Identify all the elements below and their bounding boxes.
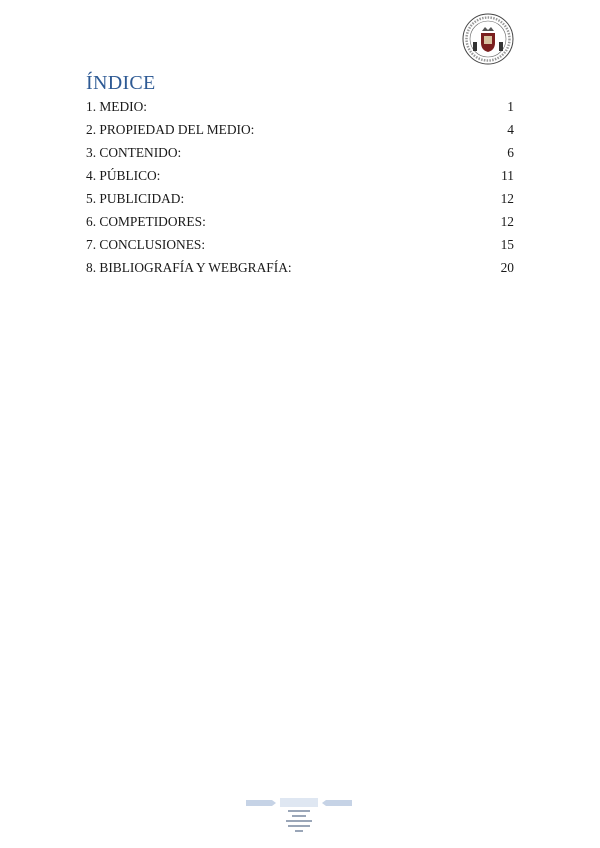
toc-entry-page: 6 bbox=[507, 145, 514, 160]
toc-entry-label: 5. PUBLICIDAD: bbox=[86, 191, 185, 206]
toc-entry-label: 1. MEDIO: bbox=[86, 99, 147, 114]
toc-entry-page: 11 bbox=[501, 168, 514, 183]
toc-entry-label: 6. COMPETIDORES: bbox=[86, 214, 206, 229]
toc-entry-page: 12 bbox=[500, 191, 514, 206]
toc-entry[interactable] bbox=[86, 256, 514, 279]
toc-entry-label: 8. BIBLIOGRAFÍA Y WEBGRAFÍA: bbox=[86, 260, 292, 275]
toc-entry[interactable] bbox=[86, 187, 514, 210]
toc-entry-page: 4 bbox=[507, 122, 514, 137]
toc-entry-label: 3. CONTENIDO: bbox=[86, 145, 182, 160]
toc-entry-label: 7. CONCLUSIONES: bbox=[86, 237, 206, 252]
toc-entry[interactable] bbox=[86, 233, 514, 256]
toc-entry[interactable] bbox=[86, 95, 514, 118]
footer-logo-icon bbox=[244, 794, 354, 834]
toc-entry[interactable] bbox=[86, 118, 514, 141]
university-seal-icon bbox=[461, 12, 515, 66]
toc-entry-label: 2. PROPIEDAD DEL MEDIO: bbox=[86, 122, 255, 137]
toc-entry[interactable] bbox=[86, 210, 514, 233]
toc-entry-page: 1 bbox=[507, 99, 514, 114]
toc-entry[interactable] bbox=[86, 141, 514, 164]
toc-entry[interactable] bbox=[86, 164, 514, 187]
toc-entry-page: 15 bbox=[500, 237, 514, 252]
table-of-contents bbox=[86, 95, 514, 279]
toc-entry-page: 12 bbox=[500, 214, 514, 229]
toc-entry-label: 4. PÚBLICO: bbox=[86, 168, 161, 183]
page-title: ÍNDICE bbox=[86, 72, 156, 94]
toc-entry-page: 20 bbox=[500, 260, 514, 275]
